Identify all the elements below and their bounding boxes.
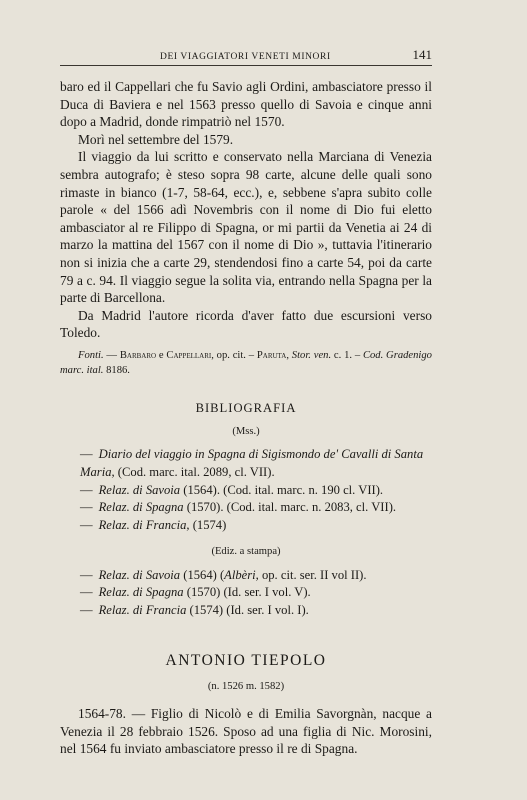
page-header (60, 47, 432, 63)
bib-entry: — Relaz. di Spagna (1570). (Cod. ital. marc. n. 2083, cl. VII). (80, 500, 397, 515)
bib-entry: — Relaz. di Savoia (1564). (Cod. ital. marc. n. 190 cl. VII). (80, 482, 384, 497)
section-paragraph: 1564-78. — Figlio di Nicolò e di Emilia Savorgnàn, nacque a Venezia il 28 febbraio 1526. Sposo ad una figlia di Nic. Morosini, nel 1564 fu inviato ambasciatore presso il re di Spagna. (60, 706, 432, 757)
bib-entry: — Relaz. di Francia, (1574) (80, 518, 227, 533)
section-name: ANTONIO TIEPOLO (165, 652, 327, 670)
sources-note: Fonti. — Barbaro e Cappellari, op. cit. – Paruta, Stor. ven. c. 1. – Cod. Gradenigo marc. ital. 8186. (60, 349, 432, 376)
mss-label: (Mss.) (232, 425, 260, 437)
print-label: (Ediz. a stampa) (211, 546, 281, 558)
paragraph: baro ed il Cappellari che fu Savio agli Ordini, ambasciatore presso il Duca di Baviera e nel 1563 presso quello di Savoia e cinque anni dopo a Madrid, donde rimpatriò nel 1570. (60, 79, 432, 130)
bib-entry: — Relaz. di Francia (1574) (Id. ser. I vol. I). (80, 603, 309, 618)
bib-entry: — Relaz. di Savoia (1564) (Albèri, op. cit. ser. II vol II). (80, 567, 367, 582)
paragraph: Morì nel settembre del 1579. (78, 131, 234, 147)
running-title: DEI VIAGGIATORI VENETI MINORI (160, 52, 331, 62)
page-number: 141 (412, 47, 432, 62)
bib-entry: — Diario del viaggio in Spagna di Sigismondo de' Cavalli di Santa Maria, (Cod. marc. ital. 2089, cl. VII). (80, 447, 424, 479)
paragraph: Da Madrid l'autore ricorda d'aver fatto due escursioni verso Toledo. (60, 307, 432, 341)
header-rule (60, 65, 432, 66)
bib-entry: — Relaz. di Spagna (1570) (Id. ser. I vol. V). (80, 585, 311, 600)
bibliography-heading: BIBLIOGRAFIA (195, 400, 297, 415)
paragraph: Il viaggio da lui scritto e conservato nella Marciana di Venezia sembra autografo; è steso sopra 98 carte, alcune delle quali sono rimaste in bianco (1-7, 58-64, ecc.), e, sebbene s'apra subito colle parole « del 1566 adì Novembris con il nome di Dio fui eletto ambasciator al re Filippo di Spagna, or mi partii da Venetia ai 24 di marzo la mattina del 1567 con il nome di Dio », tuttavia l'itinerario non si inizia che a carte 29, stendendosi fino a carte 54, poi da carte 79 a c. 94. Il viaggio segue la solita via, entrando nella Spagna per la parte di Barcellona. (60, 149, 432, 306)
section-dates: (n. 1526 m. 1582) (207, 680, 285, 692)
page-body (60, 78, 432, 758)
